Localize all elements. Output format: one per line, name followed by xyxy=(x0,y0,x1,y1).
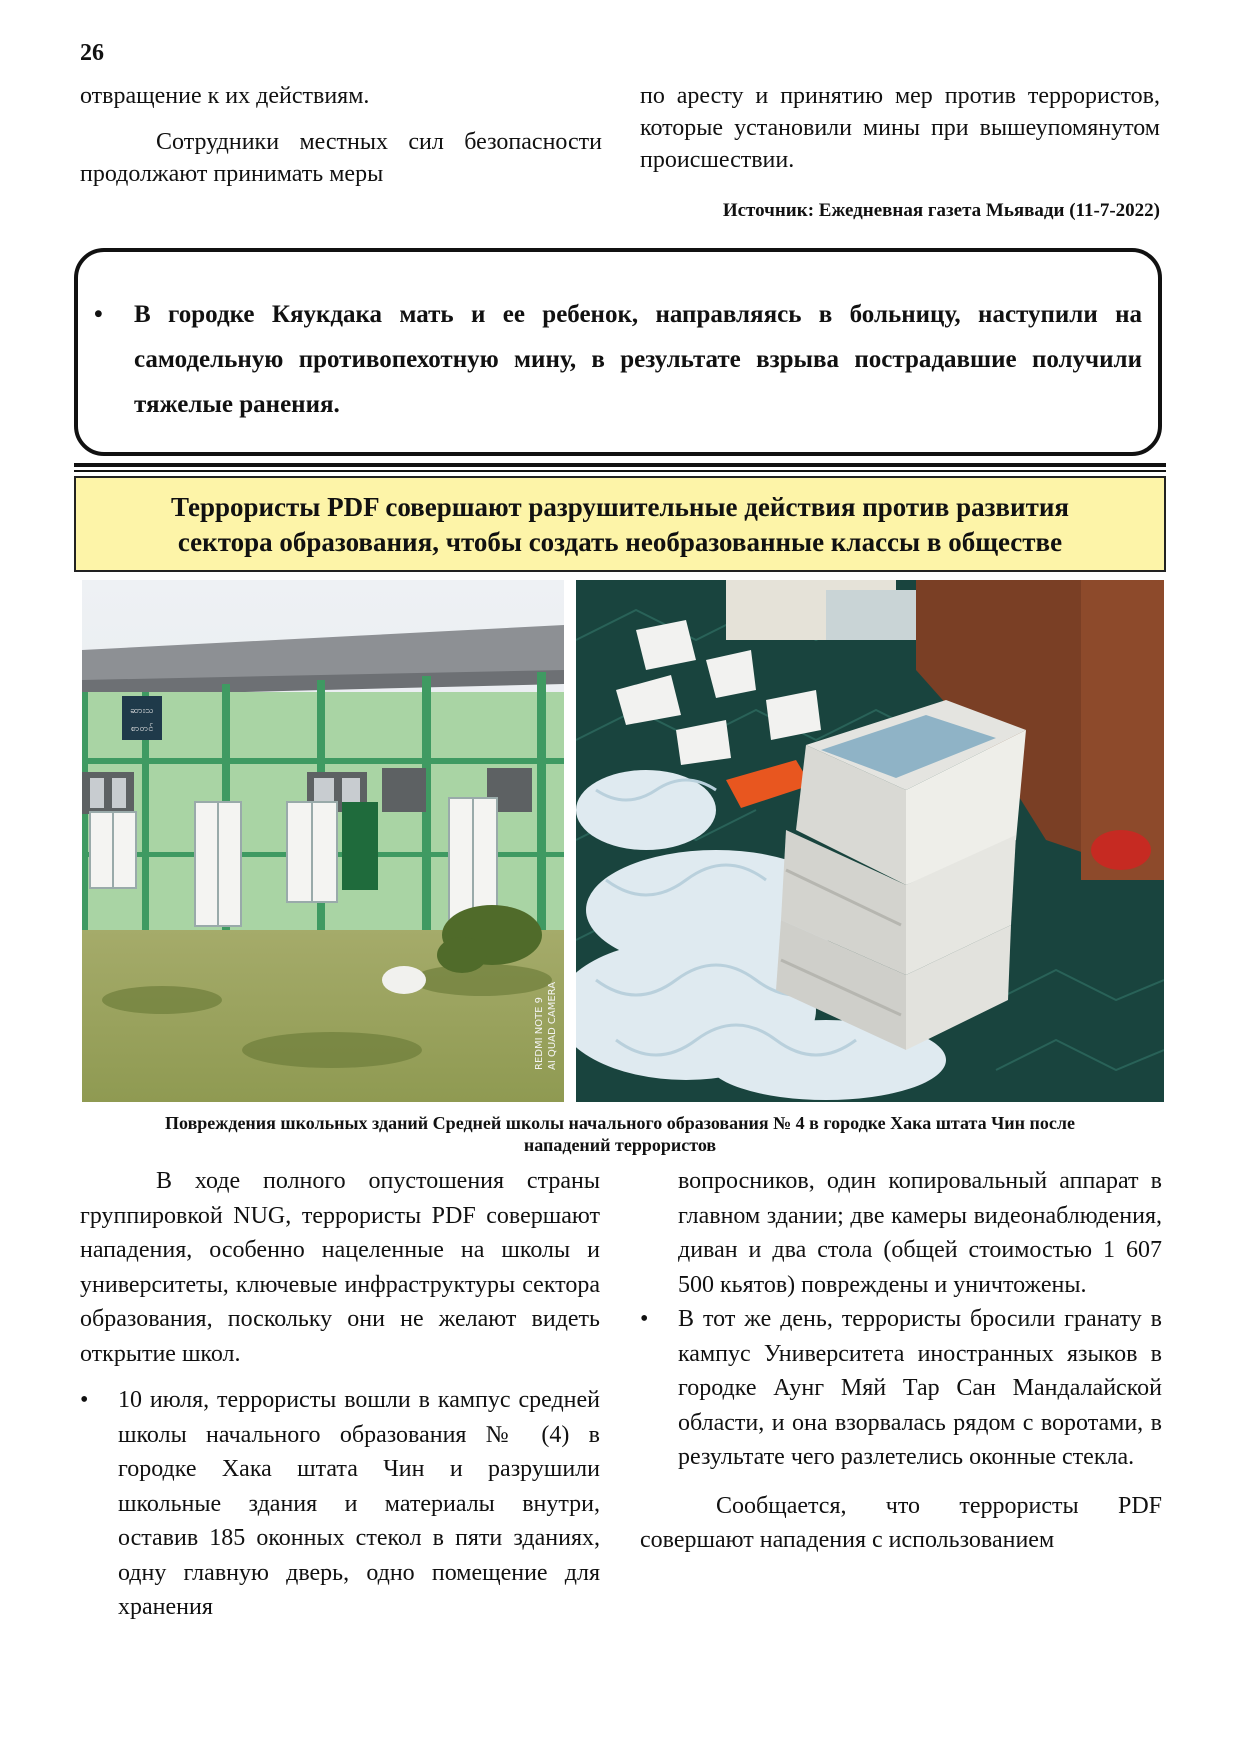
list-item: • 10 июля, террористы вошли в кампус средней школы начального образования № (4) в городке Хака штата Чин и разрушили школьные здания и материалы внутри, оставив 185 оконных стекол в пяти зданиях, одну главную дверь, одно помещение для хранения xyxy=(80,1383,600,1625)
body-right-column xyxy=(640,1164,1162,1558)
page-number: 26 xyxy=(80,40,104,66)
list-item-continuation: вопросников, один копировальный аппарат в главном здании; две камеры видеонаблюдения, диван и два стола (общей стоимостью 1 607 500 кьятов) повреждены и уничтожены. xyxy=(678,1168,1162,1298)
paragraph: В ходе полного опустошения страны группировкой NUG, террористы PDF совершают нападения, особенно нацеленные на школы и университеты, ключевые инфраструктуры сектора образования, поскольку они не желают видеть открытие школ. xyxy=(80,1168,600,1367)
paragraph: Сообщается, что террористы PDF совершают нападения с использованием xyxy=(640,1492,1162,1553)
paragraph: Сотрудники местных сил безопасности продолжают принимать меры xyxy=(80,129,602,187)
camera-watermark: AI QUAD CAMERA xyxy=(547,981,558,1070)
sign-text: စာတင် xyxy=(130,724,154,734)
bullet-list xyxy=(80,1383,600,1625)
bullet-list xyxy=(640,1164,1162,1475)
top-left-column xyxy=(80,80,602,190)
camera-watermark: REDMI NOTE 9 xyxy=(534,996,545,1070)
body-left-column xyxy=(80,1164,600,1625)
sign-text: ဆားသ xyxy=(130,706,154,716)
alert-text: В городке Кяукдака мать и ее ребенок, направляясь в больницу, наступили на самодельную противопехотную мину, в результате взрыва пострадавшие получили тяжелые ранения. xyxy=(134,301,1142,418)
list-item: • В тот же день, террористы бросили гранату в кампус Университета иностранных языков в городке Аунг Мяй Тар Сан Мандалайской области, и она взорвалась рядом с воротами, в результате чего разлетелись оконные стекла. xyxy=(640,1302,1162,1475)
headline-line: Террористы PDF совершают разрушительные действия против развития xyxy=(170,492,1069,522)
alert-box xyxy=(74,248,1162,456)
damaged-office-illustration xyxy=(576,580,1164,1102)
school-building-illustration xyxy=(82,580,564,1102)
paragraph: отвращение к их действиям. xyxy=(80,83,370,109)
divider-thick xyxy=(74,463,1166,467)
headline-line: сектора образования, чтобы создать необразованные классы в обществе xyxy=(177,527,1063,557)
source-citation: Источник: Ежедневная газета Мьявади (11-7-2022) xyxy=(722,200,1160,221)
photo-damaged-office xyxy=(576,580,1164,1102)
photo-caption xyxy=(80,1112,1160,1156)
divider-thin xyxy=(74,470,1166,472)
bullet-icon: • xyxy=(94,301,103,328)
section-headline xyxy=(74,476,1166,572)
caption-line: Повреждения школьных зданий Средней школы начального образования № 4 в городке Хака штата Чин после xyxy=(165,1113,1075,1133)
top-right-column xyxy=(640,80,1160,176)
photo-school-building xyxy=(82,580,564,1102)
paragraph: по аресту и принятию мер против террористов, которые установили мины при вышеупомянутом происшествии. xyxy=(640,83,1160,173)
caption-line: нападений террористов xyxy=(523,1135,717,1155)
